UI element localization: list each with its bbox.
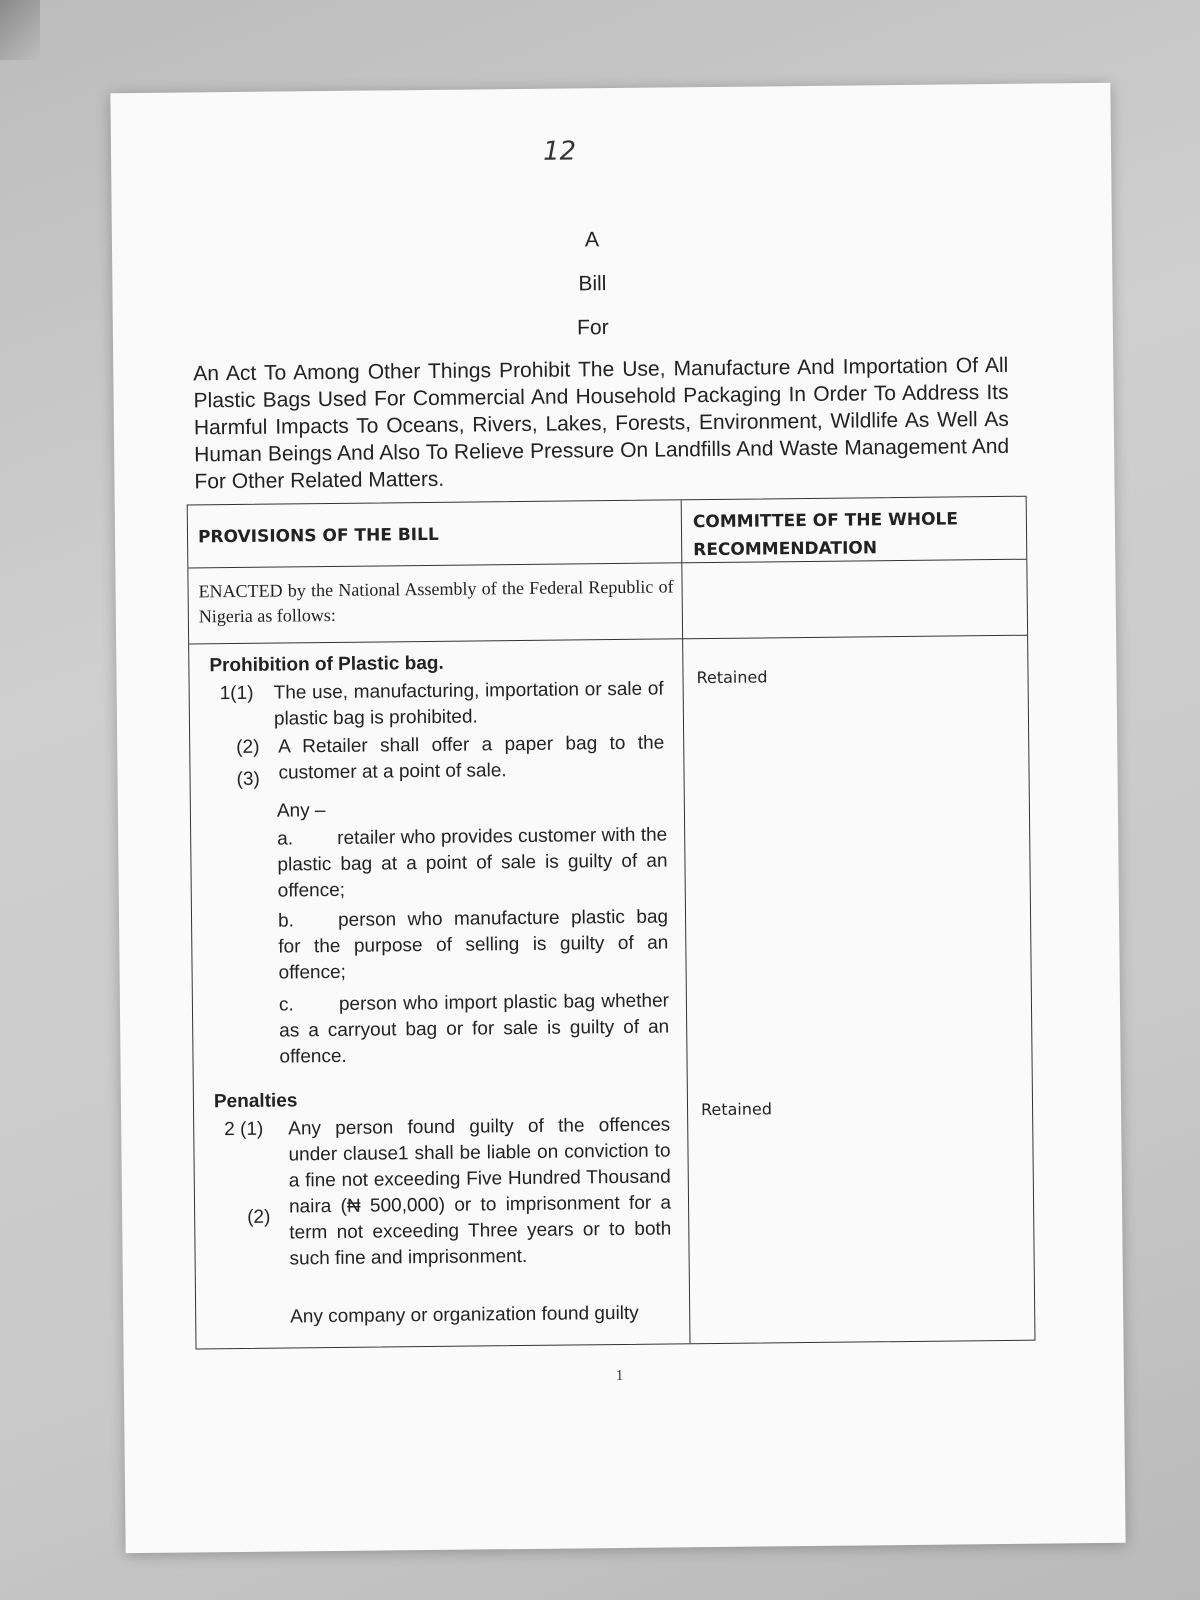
clause-number: 1(1) [219, 682, 254, 705]
list-label: b. [277, 910, 295, 932]
row-divider [189, 635, 1027, 645]
heading-bill: Bill [578, 272, 607, 296]
subclause-number: (3) [236, 768, 260, 790]
bill-page [110, 83, 1125, 1553]
section-title-penalties: Penalties [213, 1090, 298, 1113]
handwritten-page-note: 12 [542, 136, 577, 167]
heading-a: A [584, 228, 600, 252]
enacting-clause: ENACTED by the National Assembly of the Federal Republic of Nigeria as follows: [198, 576, 674, 627]
heading-for: For [576, 316, 609, 340]
clause-text: Any person found guilty of the offences under clause1 shall be liable on conviction to a fine not exceeding Five Hundred Thousand naira (₦ 500,000) or to imprisonment for a term not exceeding Three years or to both such fine and imprisonment. [288, 1114, 672, 1270]
list-label: c. [278, 994, 294, 1016]
section-title-prohibition: Prohibition of Plastic bag. [209, 652, 444, 677]
subclause-number: (2) [236, 736, 260, 758]
subclause-text: Any company or organization found guilty [290, 1302, 639, 1328]
desk-corner-shadow [0, 0, 40, 60]
clause-text: The use, manufacturing, importation or sale of plastic bag is prohibited. [273, 678, 664, 730]
column-divider [681, 500, 691, 1343]
page-number: 1 [615, 1367, 624, 1385]
list-item-text: retailer who provides customer with the plastic bag at a point of sale is guilty of an offence; [277, 824, 668, 902]
provisions-table [187, 496, 1036, 1350]
recommendation-column-header: COMMITTEE OF THE WHOLE RECOMMENDATION [692, 509, 959, 561]
subclause-number: (2) [247, 1206, 271, 1228]
provisions-column-header: PROVISIONS OF THE BILL [197, 524, 439, 548]
list-intro: Any – [276, 800, 326, 822]
subclause-text: A Retailer shall offer a paper bag to the customer at a point of sale. [278, 732, 665, 784]
bill-long-title: An Act To Among Other Things Prohibit The Use, Manufacture And Importation Of All Plastic Bags Used For Commercial And Household Packaging In Order To Address Its Harmful Impacts To Oceans, Rivers, Lakes, Forests, Environment, Wildlife As Well As Human Beings And Also To Relieve Pressure On Landfills And Waste Management And For Other Related Matters. [193, 353, 1010, 494]
list-item-text: person who import plastic bag whether as a carryout bag or for sale is guilty of an offence. [279, 990, 670, 1068]
recommendation-retained: Retained [696, 667, 768, 688]
clause-number: 2 (1) [224, 1118, 264, 1141]
list-label: a. [277, 828, 294, 850]
list-item-text: person who manufacture plastic bag for the purpose of selling is guilty of an offence; [278, 906, 669, 984]
recommendation-retained: Retained [700, 1099, 773, 1120]
